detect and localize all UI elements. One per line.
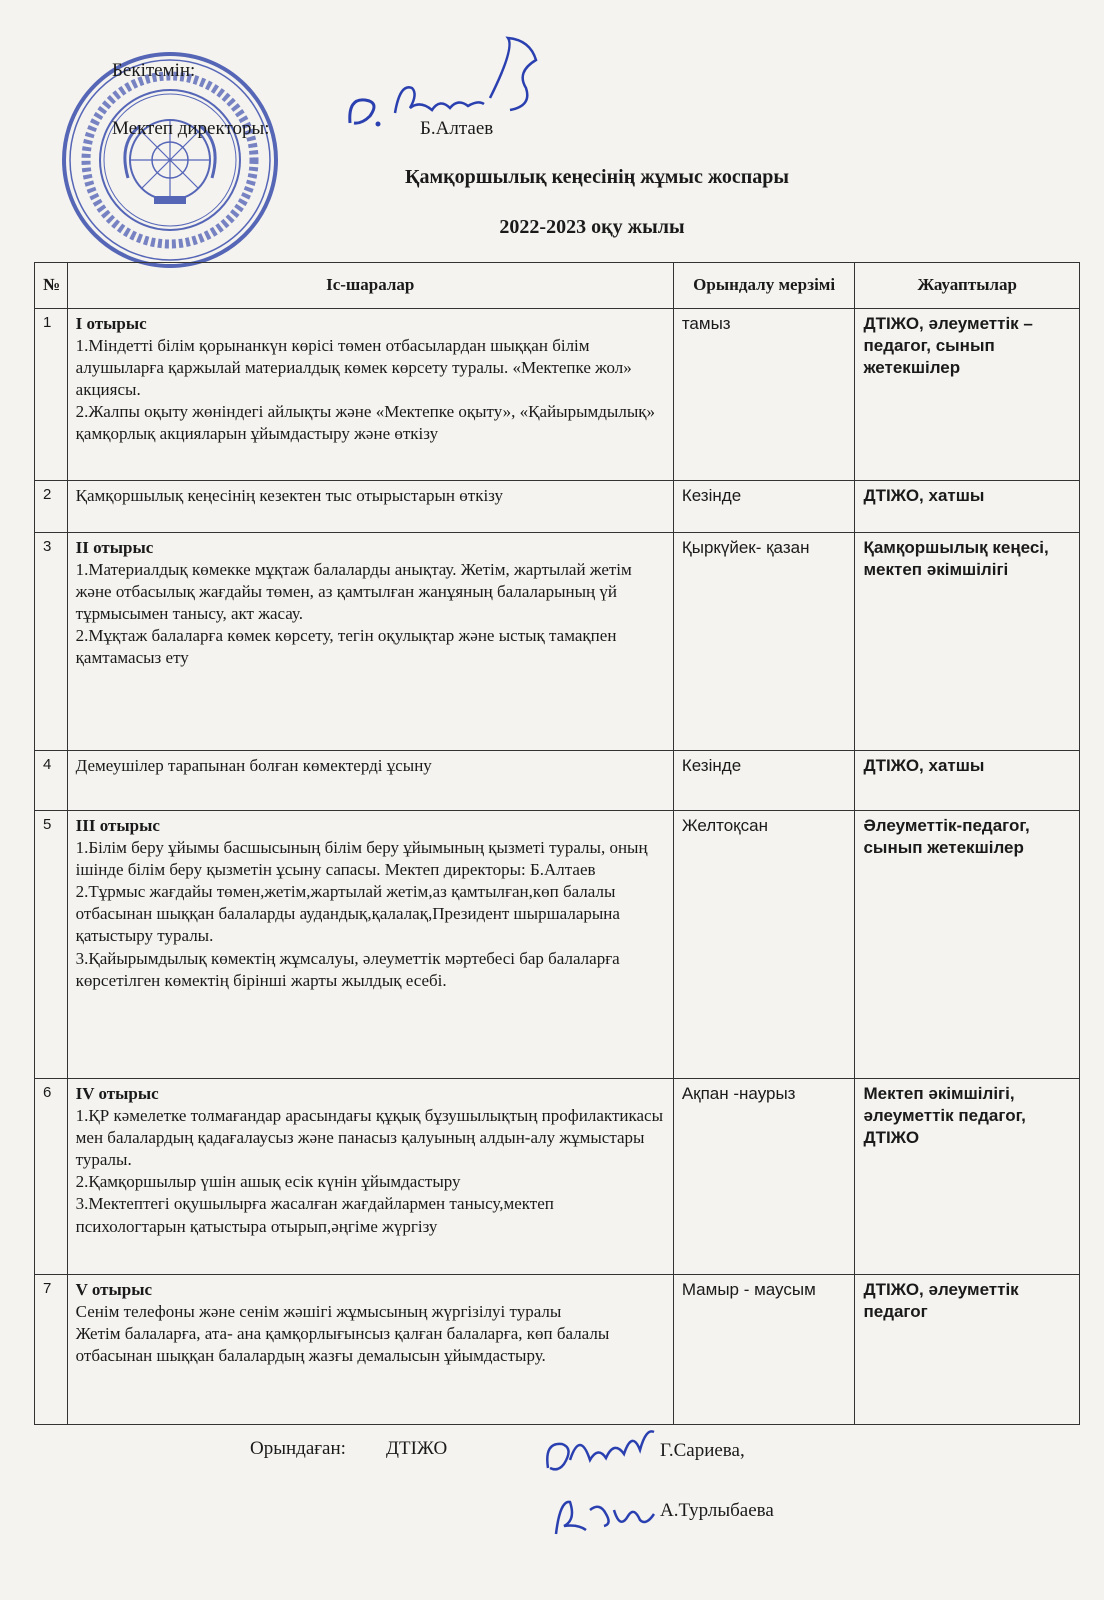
- executed-by-org: ДТІЖО: [386, 1438, 448, 1459]
- activity-item: 1.Білім беру ұйымы басшысының білім беру ұйымының қызметі туралы, оның ішінде білім беру қызметін ұсыну сапасы. Мектеп директоры: Б.Алтаев: [75, 838, 648, 880]
- row-responsible: ДТІЖО, әлеуметтік педагог: [855, 1275, 1080, 1425]
- row-number: 7: [35, 1275, 68, 1425]
- row-deadline: Қыркүйек- қазан: [673, 533, 855, 751]
- table-row: [35, 811, 1080, 1079]
- executed-by-label: Орындаған:: [250, 1438, 346, 1459]
- row-activities: [67, 533, 673, 751]
- table-row: [35, 751, 1080, 811]
- activity-item: Қамқоршылық кеңесінің кезектен тыс отырыстарын өткізу: [75, 486, 504, 505]
- activity-item: 1.ҚР кәмелетке толмағандар арасындағы құқық бұзушылықтың профилактикасы мен балалардың қадағалаусыз және панасыз қалуының алдын-алу жұмыстары туралы.: [75, 1106, 664, 1170]
- row-activities: [67, 751, 673, 811]
- row-activities: [67, 1079, 673, 1275]
- row-deadline: Ақпан -наурыз: [673, 1079, 855, 1275]
- row-number: 2: [35, 481, 68, 533]
- row-responsible: ДТІЖО, хатшы: [855, 751, 1080, 811]
- activity-item: Демеушілер тарапынан болған көмектерді ұсыну: [75, 756, 432, 775]
- row-deadline: Кезінде: [673, 751, 855, 811]
- header-activities: Іс-шаралар: [67, 263, 673, 309]
- activity-item: Сенім телефоны және сенім жәшігі жұмысының жүргізілуі туралы: [75, 1302, 562, 1322]
- session-title: IV отырыс: [75, 1084, 159, 1103]
- row-number: 1: [35, 309, 68, 481]
- activity-item: 2.Тұрмыс жағдайы төмен,жетім,жартылай жетім,аз қамтылған,көп балалы отбасынан шыққан балаларды аудандық,қалалақ,Президент шыршаларына қатыстыру туралы.: [75, 882, 620, 946]
- activity-item: Жетім балаларға, ата- ана қамқорлығынсыз қалған балаларға, көп балалы отбасынан шыққан балалардың жазғы демалысын ұйымдастыру.: [75, 1324, 610, 1366]
- row-activities: [67, 1275, 673, 1425]
- row-number: 3: [35, 533, 68, 751]
- activity-item: 3.Мектептегі оқушылырға жасалған жағдайлармен танысу,мектеп психологтарын қатыстыра отырып,әңгіме жүргізу: [75, 1194, 554, 1236]
- row-responsible: ДТІЖО, хатшы: [855, 481, 1080, 533]
- activity-item: 2.Мұқтаж балаларға көмек көрсету, тегін оқулықтар және ыстық тамақпен қамтамасыз ету: [75, 626, 617, 668]
- approve-label: Бекітемін:: [112, 60, 196, 81]
- header-number: №: [35, 263, 68, 309]
- session-title: II отырыс: [75, 538, 154, 557]
- table-row: [35, 1275, 1080, 1425]
- header-deadline: Орындалу мерзімі: [673, 263, 855, 309]
- activity-item: 1.Міндетті білім қорынанкүн көрісі төмен отбасылардан шыққан білім алушыларға қаржылай материалдық көмек көрсету туралы. «Мектепке жол» акциясы.: [75, 336, 632, 400]
- row-deadline: Кезінде: [673, 481, 855, 533]
- row-deadline: тамыз: [673, 309, 855, 481]
- session-title: I отырыс: [75, 314, 147, 333]
- executor-name-2: А.Турлыбаева: [660, 1500, 774, 1521]
- executor-signature-2: [550, 1490, 660, 1540]
- session-title: V отырыс: [75, 1280, 153, 1299]
- row-deadline: Мамыр - маусым: [673, 1275, 855, 1425]
- table-row: [35, 309, 1080, 481]
- activity-item: 2.Жалпы оқыту жөніндегі айлықты және «Мектепке оқыту», «Қайырымдылық» қамқорлық акцияларын ұйымдастыру және өткізу: [75, 402, 656, 444]
- activity-item: 1.Материалдық көмекке мұқтаж балаларды анықтау. Жетім, жартылай жетім және отбасылық жағдайы төмен, аз қамтылған жанұяның балаларының үй тұрмысымен танысу, акт жасау.: [75, 560, 632, 624]
- activity-item: 3.Қайырымдылық көмектің жұмсалуы, әлеуметтік мәртебесі бар балаларға көрсетілген көмектің бірінші жарты жылдық есебі.: [75, 948, 620, 990]
- header-responsible: Жауаптылар: [855, 263, 1080, 309]
- row-activities: [67, 481, 673, 533]
- executor-name-1: Г.Сариева,: [660, 1440, 745, 1461]
- row-responsible: Әлеуметтік-педагог, сынып жетекшілер: [855, 811, 1080, 1079]
- session-title: III отырыс: [75, 816, 160, 835]
- work-plan-table: [34, 262, 1080, 1425]
- row-responsible: ДТІЖО, әлеуметтік – педагог, сынып жетекшілер: [855, 309, 1080, 481]
- row-number: 5: [35, 811, 68, 1079]
- activity-item: 2.Қамқоршылыр үшін ашық есік күнін ұйымдастыру: [75, 1172, 461, 1192]
- academic-year: 2022-2023 оқу жылы: [499, 216, 685, 238]
- row-responsible: Мектеп әкімшілігі, әлеуметтік педагог, ДТІЖО: [855, 1079, 1080, 1275]
- row-activities: [67, 309, 673, 481]
- document-title: Қамқоршылық кеңесінің жұмыс жоспары: [405, 166, 789, 188]
- row-number: 6: [35, 1079, 68, 1275]
- table-header-row: [35, 263, 1080, 309]
- table-row: [35, 533, 1080, 751]
- director-label: Мектеп директоры:: [112, 118, 270, 139]
- table-row: [35, 481, 1080, 533]
- row-activities: [67, 811, 673, 1079]
- executor-signature-1: [540, 1420, 660, 1480]
- row-number: 4: [35, 751, 68, 811]
- director-name: Б.Алтаев: [420, 118, 494, 139]
- row-responsible: Қамқоршылық кеңесі, мектеп әкімшілігі: [855, 533, 1080, 751]
- row-deadline: Желтоқсан: [673, 811, 855, 1079]
- table-row: [35, 1079, 1080, 1275]
